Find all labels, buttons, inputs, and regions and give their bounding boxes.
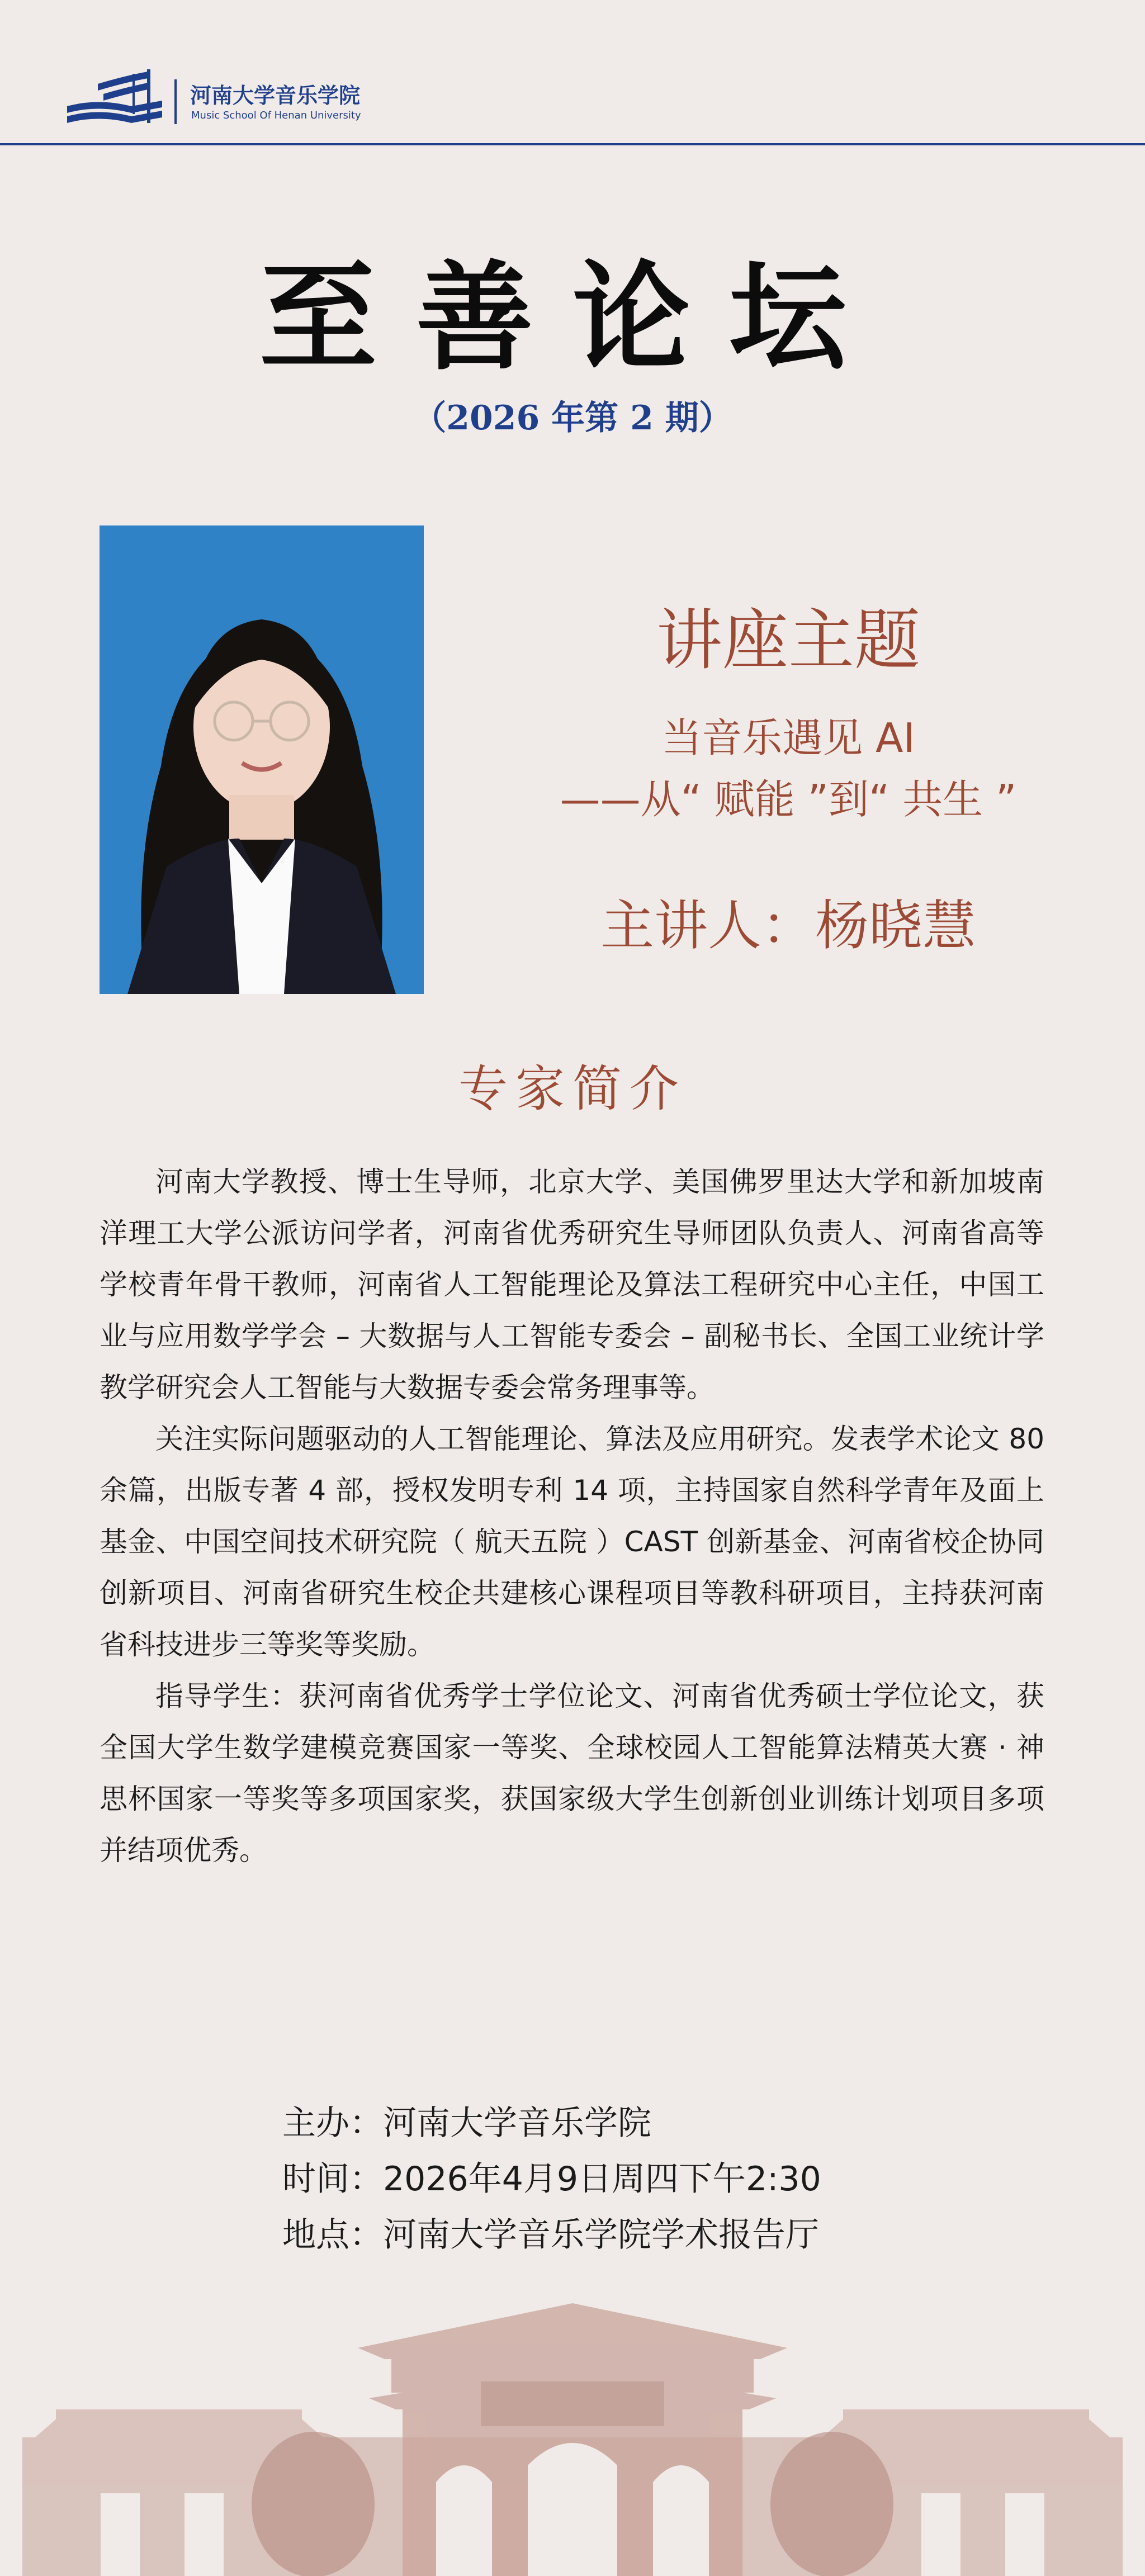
time-line: 时间：2026年4月9日周四下午2:30 bbox=[282, 2160, 821, 2199]
music-school-emblem-icon bbox=[64, 67, 165, 131]
speaker-photo bbox=[100, 525, 424, 994]
organizer-line: 主办：河南大学音乐学院 bbox=[282, 2104, 651, 2143]
lecture-topic-line-1: 当音乐遇见 AI bbox=[661, 714, 915, 761]
header-rule bbox=[0, 143, 1145, 145]
speaker-portrait-illustration bbox=[100, 525, 424, 994]
location-line: 地点：河南大学音乐学院学术报告厅 bbox=[282, 2215, 819, 2255]
lecture-topic-line-2: ——从“ 赋能 ”到“ 共生 ” bbox=[560, 776, 1017, 823]
speaker-name: 主讲人：杨晓慧 bbox=[600, 894, 976, 957]
bio-paragraph: 河南大学教授、博士生导师，北京大学、美国佛罗里达大学和新加坡南洋理工大学公派访问学者，河南省优秀研究生导师团队负责人、河南省高等学校青年骨干教师，河南省人工智能理论及算法工程研究中心主任，中国工业与应用数学学会 – 大数据与人工智能专委会 – 副秘书长、全国工业统计学教学研究会人工智能与大数据专委会常务理事等。 bbox=[100, 1166, 1044, 1404]
university-gate-illustration bbox=[0, 2281, 1145, 2576]
logo-divider bbox=[174, 79, 177, 124]
forum-title: 至善论坛 bbox=[259, 248, 886, 386]
bio-paragraph: 关注实际问题驱动的人工智能理论、算法及应用研究。发表学术论文 80 余篇，出版专著 4 部，授权发明专利 14 项，主持国家自然科学青年及面上基金、中国空间技术研究院（ 航天五院 ）CAST 创新基金、河南省校企协同创新项目、河南省研究生校企共建核心课程项目等教科研项目，主持获河南省科技进步三等奖等奖励。 bbox=[100, 1423, 1044, 1661]
issue-label: （2026 年第 2 期） bbox=[413, 399, 732, 438]
bio-paragraph: 指导学生：获河南省优秀学士学位论文、河南省优秀硕士学位论文，获全国大学生数学建模竞赛国家一等奖、全球校园人工智能算法精英大赛 · 神思杯国家一等奖等多项国家奖，获国家级大学生创新创业训练计划项目多项并结项优秀。 bbox=[100, 1680, 1044, 1867]
page-header bbox=[0, 0, 1145, 145]
lecture-topic-heading: 讲座主题 bbox=[656, 602, 920, 679]
bio-heading: 专家简介 bbox=[458, 1060, 687, 1117]
bio-section bbox=[100, 1156, 1044, 1876]
logo-english-name: Music School Of Henan University bbox=[191, 110, 361, 121]
logo-chinese-name: 河南大学音乐学院 bbox=[190, 83, 361, 108]
event-info bbox=[282, 2095, 821, 2263]
